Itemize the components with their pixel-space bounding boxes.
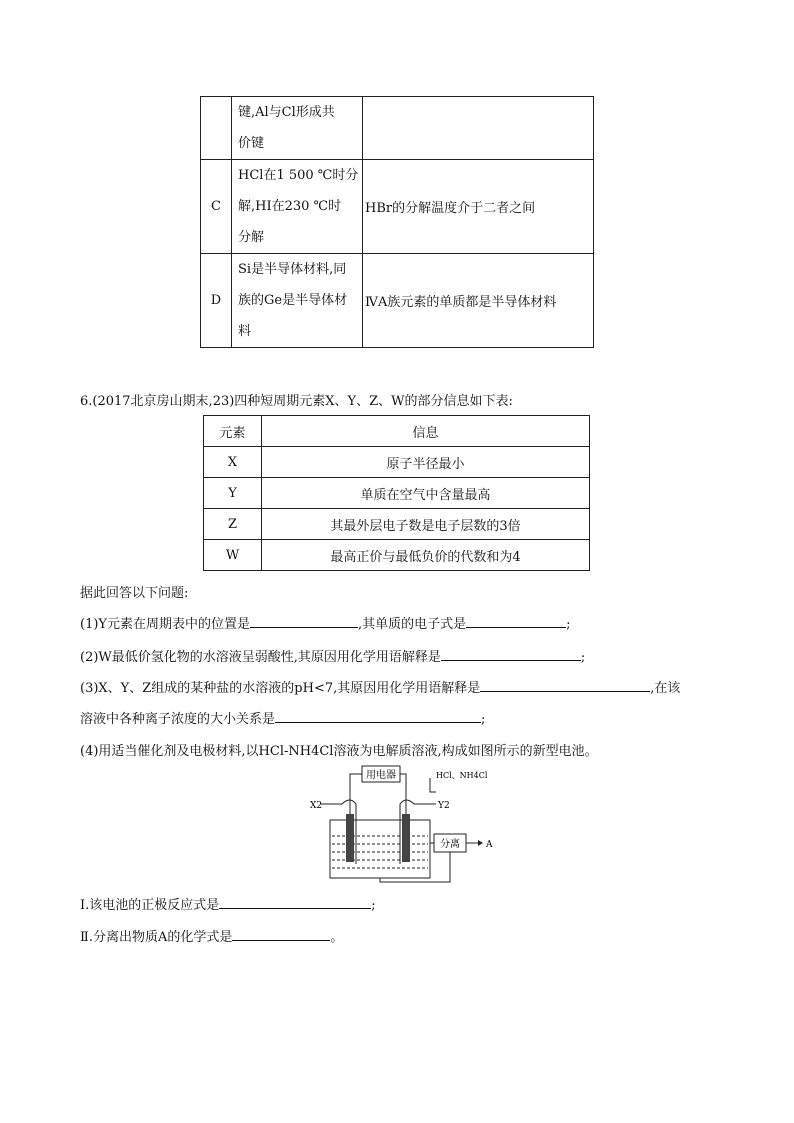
punctuation: ; — [371, 898, 376, 913]
question-i — [80, 894, 376, 913]
table-row — [204, 509, 590, 540]
question-6-intro: 6.(2017北京房山期末,23)四种短周期元素X、Y、Z、W的部分信息如下表: — [80, 394, 513, 409]
electrode-right — [402, 814, 410, 862]
battery-diagram — [306, 764, 506, 886]
header-info: 信息 — [262, 416, 590, 447]
row-inference: ⅣA族元素的单质都是半导体材料 — [363, 254, 594, 348]
inlet-line — [430, 778, 436, 792]
comparison-table — [200, 96, 594, 348]
fact-line: Si是半导体材料,同 — [238, 262, 347, 277]
table-row — [201, 97, 594, 160]
question-ii — [80, 926, 343, 945]
row-label: D — [201, 254, 232, 348]
answer-blank[interactable] — [466, 613, 566, 628]
element-cell: Z — [204, 509, 262, 540]
info-cell: 最高正价与最低负价的代数和为4 — [262, 540, 590, 571]
question-2 — [80, 646, 585, 665]
row-fact — [232, 254, 363, 348]
info-cell: 原子半径最小 — [262, 447, 590, 478]
solution-label: HCl、NH4Cl — [436, 771, 488, 780]
row-fact — [232, 160, 363, 254]
answer-prompt: 据此回答以下问题: — [80, 586, 189, 601]
device-label: 用电器 — [366, 770, 396, 781]
element-cell: X — [204, 447, 262, 478]
info-cell: 单质在空气中含量最高 — [262, 478, 590, 509]
fact-line: HCl在1 500 ℃时分 — [238, 168, 359, 183]
punctuation: ; — [566, 617, 571, 632]
answer-blank[interactable] — [275, 708, 481, 723]
fact-line: 价键 — [238, 136, 265, 151]
fact-line: 解,HI在230 ℃时 — [238, 199, 342, 214]
row-label — [201, 97, 232, 160]
fact-line: 族的Ge是半导体材 — [238, 293, 348, 308]
header-element: 元素 — [204, 416, 262, 447]
punctuation: ; — [481, 712, 486, 727]
element-info-table — [203, 415, 590, 571]
element-cell: Y — [204, 478, 262, 509]
answer-blank[interactable] — [480, 677, 650, 692]
table-row — [201, 254, 594, 348]
fact-line: 分解 — [238, 230, 265, 245]
punctuation: 。 — [330, 930, 344, 945]
table-row — [201, 160, 594, 254]
output-label: A — [486, 840, 493, 850]
table-row — [204, 478, 590, 509]
row-inference: HBr的分解温度介于二者之间 — [363, 160, 594, 254]
separator-label: 分离 — [440, 839, 460, 850]
fact-line: 料 — [238, 324, 252, 339]
question-1 — [80, 613, 571, 632]
table-row — [204, 447, 590, 478]
beaker — [330, 820, 430, 878]
battery-svg — [306, 764, 506, 886]
arrow-head — [478, 840, 483, 846]
question-text: (1)Y元素在周期表中的位置是 — [80, 617, 250, 632]
table-row — [204, 540, 590, 571]
question-text: Ⅱ.分离出物质A的化学式是 — [80, 930, 233, 945]
x2-label: X2 — [310, 801, 323, 811]
fact-line: 键,Al与Cl形成共 — [238, 105, 335, 120]
answer-blank[interactable] — [441, 646, 581, 661]
row-fact — [232, 97, 363, 160]
row-inference — [363, 97, 594, 160]
question-text: ,在该 — [650, 681, 681, 696]
question-text: ,其单质的电子式是 — [358, 617, 467, 632]
question-text: (2)W最低价氢化物的水溶液呈弱酸性,其原因用化学用语解释是 — [80, 650, 441, 665]
question-4: (4)用适当催化剂及电极材料,以HCl-NH4Cl溶液为电解质溶液,构成如图所示的新型电池。 — [80, 744, 598, 759]
info-cell: 其最外层电子数是电子层数的3倍 — [262, 509, 590, 540]
answer-blank[interactable] — [232, 926, 330, 941]
question-text: (3)X、Y、Z组成的某种盐的水溶液的pH<7,其原因用化学用语解释是 — [80, 681, 481, 696]
electrode-left — [346, 814, 354, 862]
row-label: C — [201, 160, 232, 254]
question-text: Ⅰ.该电池的正极反应式是 — [80, 898, 220, 913]
table-header-row — [204, 416, 590, 447]
punctuation: ; — [580, 650, 586, 665]
answer-blank[interactable] — [219, 894, 371, 909]
element-cell: W — [204, 540, 262, 571]
question-3-cont — [80, 708, 485, 727]
answer-blank[interactable] — [250, 613, 358, 628]
question-text: 溶液中各种离子浓度的大小关系是 — [80, 712, 276, 727]
question-3 — [80, 677, 680, 696]
y2-label: Y2 — [438, 801, 450, 811]
